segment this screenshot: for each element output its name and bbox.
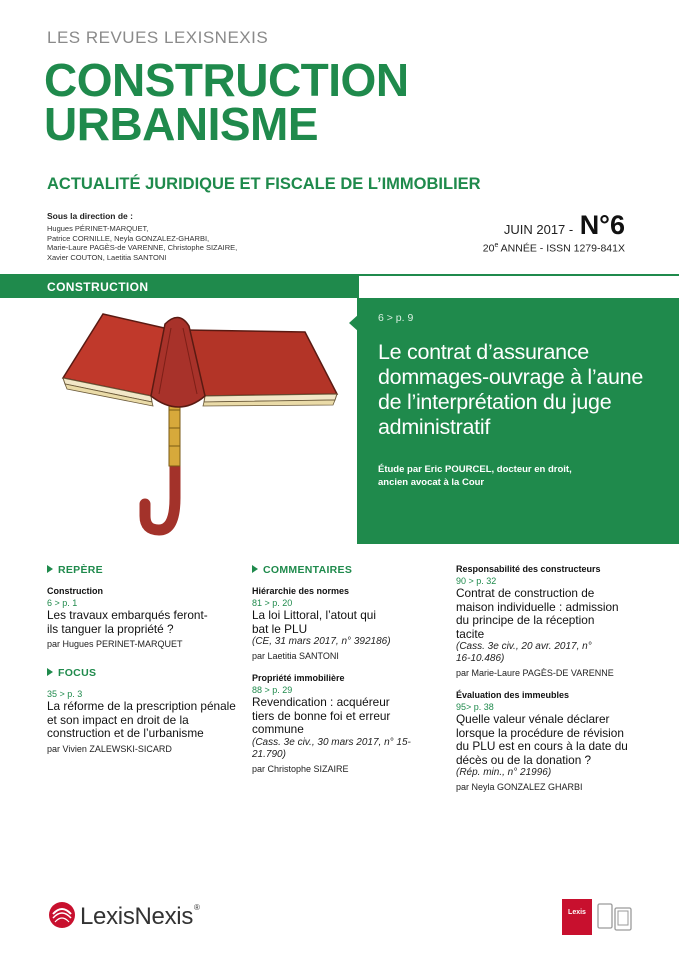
brand-name: LexisNexis xyxy=(80,903,194,930)
series-name: LES REVUES LEXISNEXIS xyxy=(47,28,269,47)
article-citation: (Rép. min., n° 21996) xyxy=(456,767,552,778)
article-title[interactable]: Quelle valeur vénale déclarer lorsque la procédure de révision du PLU est en cours à la date du décès ou de la donation ? xyxy=(456,712,628,767)
article-citation: (Cass. 3e civ., 20 avr. 2017, n° 16-10.486) xyxy=(456,641,592,664)
section-heading-commentaires xyxy=(252,564,440,576)
journal-title-line2: URBANISME xyxy=(44,98,319,150)
article-ref: 88 > p. 29 xyxy=(252,685,293,695)
triangle-icon xyxy=(47,668,53,676)
article-category: Évaluation des immeubles xyxy=(456,690,570,700)
article-author: par Hugues PERINET-MARQUET xyxy=(47,639,183,649)
issue-year-number: 20 xyxy=(482,242,495,255)
lexisnexis-wordmark xyxy=(80,903,200,931)
article-category: Construction xyxy=(47,586,103,596)
direction-names xyxy=(47,224,297,262)
feature-author-line: ancien avocat à la Cour xyxy=(378,477,485,488)
article-ref: 81 > p. 20 xyxy=(252,598,293,608)
column-commentaires xyxy=(252,564,440,786)
section-heading-label: REPÈRE xyxy=(58,564,103,576)
article-title[interactable]: La réforme de la prescription pénale et son impact en droit de la construction et de l’urbanisme xyxy=(47,699,236,740)
article-title[interactable]: La loi Littoral, l’atout qui bat le PLU xyxy=(252,608,376,636)
issue-year-sup: e xyxy=(494,242,499,249)
direction-name-line: Patrice CORNILLE, Neyla GONZALEZ-GHARBI, xyxy=(47,233,210,243)
article-author: par Vivien ZALEWSKI-SICARD xyxy=(47,743,172,754)
feature-title[interactable]: Le contrat d’assurance dommages-ouvrage à l’aune de l’interprétation du juge administratif xyxy=(378,340,643,439)
triangle-icon xyxy=(252,565,258,573)
article-author: par Christophe SIZAIRE xyxy=(252,763,349,774)
article-item xyxy=(252,673,440,774)
article-citation: (CE, 31 mars 2017, n° 392186) xyxy=(252,636,391,647)
feature-ref: 6 > p. 9 xyxy=(378,312,414,324)
journal-title-line1: CONSTRUCTION xyxy=(44,54,409,106)
issue-info xyxy=(504,210,625,241)
direction-name-line: Marie-Laure PAGÈS-de VARENNE, Christophe SIZAIRE, xyxy=(47,243,238,252)
direction-label: Sous la direction de : xyxy=(47,211,133,221)
article-ref: 95> p. 38 xyxy=(456,702,494,712)
feature-pointer xyxy=(349,314,359,332)
article-author: par Laetitia SANTONI xyxy=(252,651,339,661)
journal-title xyxy=(44,54,409,150)
column-right xyxy=(456,564,636,804)
column-reperes xyxy=(47,564,237,766)
brand-registered-mark: ® xyxy=(194,903,200,912)
article-item xyxy=(456,564,636,678)
article-category: Propriété immobilière xyxy=(252,673,345,683)
article-title[interactable]: Les travaux embarqués feront-ils tanguer la propriété ? xyxy=(47,608,208,636)
article-category: Responsabilité des constructeurs xyxy=(456,564,601,574)
lexisnexis-logo-icon xyxy=(47,900,77,930)
lexis-badge xyxy=(562,899,592,935)
article-title[interactable]: Contrat de construction de maison individuelle : admission du principe de la réception tacite xyxy=(456,586,619,641)
article-title[interactable]: Revendication : acquéreur tiers de bonne foi et erreur commune xyxy=(252,695,391,736)
devices-icon xyxy=(597,902,633,934)
feature-author xyxy=(378,463,648,489)
article-ref: 6 > p. 1 xyxy=(47,598,78,608)
article-item xyxy=(47,586,237,649)
article-item xyxy=(456,690,636,792)
rubric-label: CONSTRUCTION xyxy=(47,280,149,294)
triangle-icon xyxy=(47,565,53,573)
section-heading-repere xyxy=(47,564,237,576)
article-ref: 35 > p. 3 xyxy=(47,689,83,699)
issue-year-issn xyxy=(483,242,625,255)
article-item xyxy=(252,586,440,661)
article-item xyxy=(47,689,237,754)
issue-issn: ANNÉE - ISSN 1279-841X xyxy=(498,242,625,255)
direction-name-line: Xavier COUTON, Laetitia SANTONI xyxy=(47,252,167,262)
book-umbrella-illustration xyxy=(55,298,345,538)
article-category: Hiérarchie des normes xyxy=(252,586,350,596)
article-author: par Marie-Laure PAGÈS-DE VARENNE xyxy=(456,668,614,678)
feature-author-line: Étude par Eric POURCEL, docteur en droit, xyxy=(378,464,572,475)
section-heading-label: FOCUS xyxy=(58,667,97,679)
article-citation: (Cass. 3e civ., 30 mars 2017, n° 15-21.790) xyxy=(252,736,411,760)
article-ref: 90 > p. 32 xyxy=(456,576,497,586)
issue-number: N°6 xyxy=(579,210,625,240)
section-heading-label: COMMENTAIRES xyxy=(263,564,353,576)
lexis-badge-label: Lexis xyxy=(568,909,586,916)
issue-date: JUIN 2017 - xyxy=(503,222,574,237)
journal-subtitle: ACTUALITÉ JURIDIQUE ET FISCALE DE L’IMMOBILIER xyxy=(47,175,481,193)
article-author: par Neyla GONZALEZ GHARBI xyxy=(456,782,583,792)
direction-name-line: Hugues PÉRINET-MARQUET, xyxy=(47,224,149,233)
section-heading-focus xyxy=(47,667,237,679)
